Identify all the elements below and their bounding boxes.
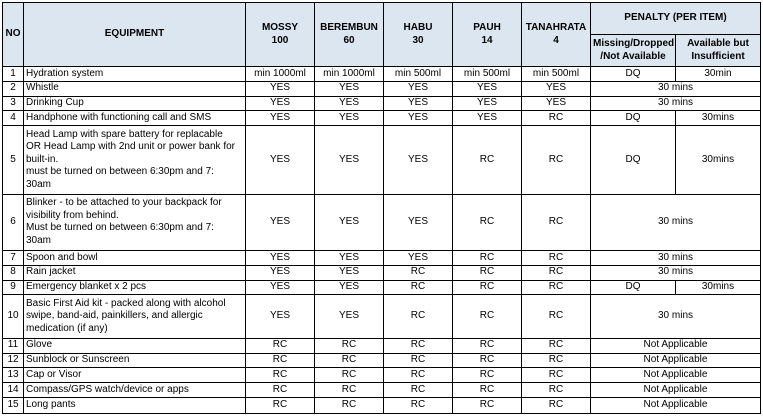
category-name: MOSSY <box>261 22 299 33</box>
requirement-cell: RC <box>453 368 522 383</box>
requirement-cell: RC <box>522 251 591 266</box>
requirement-cell: YES <box>315 126 384 195</box>
equipment-line: Glove <box>26 339 53 351</box>
requirement-cell: RC <box>453 194 522 250</box>
table-header <box>3 3 761 67</box>
requirement-cell: YES <box>384 126 453 195</box>
header-no: NO <box>3 3 24 67</box>
requirement-cell: YES <box>522 81 591 96</box>
requirement-cell: RC <box>522 383 591 398</box>
requirement-cell: YES <box>522 96 591 111</box>
equipment-line: Emergency blanket x 2 pcs <box>26 281 147 293</box>
table-row <box>3 111 761 126</box>
equipment-line: Compass/GPS watch/device or apps <box>26 383 189 395</box>
category-distance: 14 <box>481 34 493 46</box>
equipment-line: Basic First Aid kit - packed along with alcohol <box>26 297 226 309</box>
requirement-cell: RC <box>384 368 453 383</box>
equipment-line: Sunblock or Sunscreen <box>26 354 130 366</box>
requirement-cell: RC <box>453 126 522 195</box>
penalty-cell: 30 mins <box>591 265 761 280</box>
table-row <box>3 353 761 368</box>
row-number: 12 <box>3 353 24 368</box>
row-number: 13 <box>3 368 24 383</box>
requirement-cell: RC <box>384 338 453 353</box>
header-insufficient-line: Available but <box>687 38 749 49</box>
penalty-insufficient-cell: 30mins <box>676 126 761 195</box>
category-distance: 100 <box>271 34 289 46</box>
requirement-cell: RC <box>453 251 522 266</box>
requirement-cell: RC <box>246 368 315 383</box>
equipment-cell <box>24 265 246 280</box>
header-missing <box>591 35 676 67</box>
row-number: 1 <box>3 67 24 82</box>
table-row <box>3 383 761 398</box>
equipment-line: visibility from behind. <box>26 209 119 221</box>
requirement-cell: YES <box>384 251 453 266</box>
category-name: PAUH <box>473 22 501 33</box>
equipment-cell <box>24 353 246 368</box>
header-category-mossy <box>246 3 315 67</box>
table-row <box>3 397 761 413</box>
penalty-missing-cell: DQ <box>591 126 676 195</box>
requirement-cell: YES <box>384 111 453 126</box>
category-distance: 30 <box>412 34 424 46</box>
equipment-line: 30am <box>26 234 52 246</box>
requirement-cell: YES <box>384 194 453 250</box>
requirement-cell: RC <box>246 338 315 353</box>
requirement-cell: RC <box>315 368 384 383</box>
penalty-cell: 30 mins <box>591 295 761 338</box>
requirement-cell: RC <box>522 280 591 295</box>
requirement-cell: YES <box>315 265 384 280</box>
requirement-cell: RC <box>453 383 522 398</box>
requirement-cell: RC <box>315 353 384 368</box>
requirement-cell: YES <box>246 81 315 96</box>
penalty-cell: Not Applicable <box>591 383 761 398</box>
row-number: 5 <box>3 126 24 195</box>
requirement-cell: YES <box>384 96 453 111</box>
equipment-table <box>2 2 761 414</box>
table-row <box>3 280 761 295</box>
requirement-cell: RC <box>384 383 453 398</box>
penalty-cell: Not Applicable <box>591 368 761 383</box>
equipment-cell <box>24 111 246 126</box>
equipment-cell <box>24 338 246 353</box>
equipment-line: Must be turned on between 6:30pm and 7: <box>26 222 214 234</box>
row-number: 7 <box>3 251 24 266</box>
requirement-cell: YES <box>384 81 453 96</box>
requirement-cell: RC <box>453 265 522 280</box>
category-name: TANAHRATA <box>525 22 587 33</box>
requirement-cell: min 1000ml <box>315 67 384 82</box>
row-number: 14 <box>3 383 24 398</box>
table-body <box>3 67 761 414</box>
requirement-cell: YES <box>246 280 315 295</box>
requirement-cell: min 500ml <box>522 67 591 82</box>
header-category-tanahrata <box>522 3 591 67</box>
equipment-cell <box>24 67 246 82</box>
requirement-cell: RC <box>522 194 591 250</box>
header-category-pauh <box>453 3 522 67</box>
requirement-cell: YES <box>315 96 384 111</box>
requirement-cell: RC <box>522 265 591 280</box>
category-distance: 4 <box>553 34 559 46</box>
requirement-cell: YES <box>453 81 522 96</box>
requirement-cell: RC <box>453 353 522 368</box>
requirement-cell: YES <box>246 251 315 266</box>
penalty-cell: Not Applicable <box>591 353 761 368</box>
requirement-cell: RC <box>384 295 453 338</box>
requirement-cell: RC <box>522 368 591 383</box>
requirement-cell: RC <box>522 111 591 126</box>
equipment-line: Blinker - to be attached to your backpack for <box>26 197 222 209</box>
category-name: BEREMBUN <box>320 22 378 33</box>
header-insufficient <box>676 35 761 67</box>
requirement-cell: RC <box>384 397 453 413</box>
penalty-cell: Not Applicable <box>591 397 761 413</box>
equipment-line: Whistle <box>26 82 59 94</box>
row-number: 8 <box>3 265 24 280</box>
header-equipment: EQUIPMENT <box>24 3 246 67</box>
row-number: 9 <box>3 280 24 295</box>
requirement-cell: min 500ml <box>384 67 453 82</box>
row-number: 2 <box>3 81 24 96</box>
header-penalty: PENALTY (PER ITEM) <box>591 3 761 35</box>
requirement-cell: RC <box>246 353 315 368</box>
equipment-cell <box>24 383 246 398</box>
header-missing-line: Missing/Dropped <box>593 38 675 49</box>
equipment-line: Cap or Visor <box>26 369 82 380</box>
requirement-cell: RC <box>522 295 591 338</box>
table-row <box>3 81 761 96</box>
penalty-cell: 30 mins <box>591 96 761 111</box>
requirement-cell: RC <box>246 383 315 398</box>
requirement-cell: min 1000ml <box>246 67 315 82</box>
table-row <box>3 251 761 266</box>
equipment-cell <box>24 251 246 266</box>
header-missing-line: /Not Available <box>600 50 666 62</box>
header-category-habu <box>384 3 453 67</box>
equipment-line: Handphone with functioning call and SMS <box>26 112 212 124</box>
row-number: 10 <box>3 295 24 338</box>
equipment-line: Hydration system <box>26 67 104 79</box>
requirement-cell: YES <box>453 96 522 111</box>
penalty-missing-cell: DQ <box>591 280 676 295</box>
requirement-cell: YES <box>453 111 522 126</box>
equipment-cell <box>24 194 246 250</box>
requirement-cell: RC <box>453 295 522 338</box>
equipment-line: Drinking Cup <box>26 97 84 109</box>
equipment-cell <box>24 368 246 383</box>
requirement-cell: YES <box>246 295 315 338</box>
equipment-cell <box>24 96 246 111</box>
equipment-cell <box>24 295 246 338</box>
requirement-cell: RC <box>315 383 384 398</box>
requirement-cell: YES <box>315 251 384 266</box>
equipment-line: built-in. <box>26 153 59 165</box>
requirement-cell: RC <box>246 397 315 413</box>
requirement-cell: RC <box>315 397 384 413</box>
requirement-cell: YES <box>315 295 384 338</box>
equipment-cell <box>24 280 246 295</box>
penalty-insufficient-cell: 30min <box>676 67 761 82</box>
table-row <box>3 194 761 250</box>
requirement-cell: RC <box>453 338 522 353</box>
table-row <box>3 96 761 111</box>
equipment-line: Long pants <box>26 399 76 411</box>
requirement-cell: RC <box>522 397 591 413</box>
table-row <box>3 67 761 82</box>
penalty-missing-cell: DQ <box>591 111 676 126</box>
table-row <box>3 338 761 353</box>
requirement-cell: RC <box>384 280 453 295</box>
requirement-cell: RC <box>453 397 522 413</box>
equipment-line: Spoon and bowl <box>26 251 98 263</box>
requirement-cell: YES <box>315 111 384 126</box>
equipment-line: OR Head Lamp with 2nd unit or power bank for <box>26 141 235 153</box>
requirement-cell: RC <box>522 353 591 368</box>
requirement-cell: RC <box>453 280 522 295</box>
table-row <box>3 295 761 338</box>
requirement-cell: RC <box>522 338 591 353</box>
table-row <box>3 368 761 383</box>
requirement-cell: YES <box>246 126 315 195</box>
row-number: 11 <box>3 338 24 353</box>
requirement-cell: RC <box>384 353 453 368</box>
penalty-insufficient-cell: 30mins <box>676 280 761 295</box>
header-insufficient-line: Insufficient <box>691 50 745 62</box>
category-distance: 60 <box>343 34 355 46</box>
penalty-cell: 30 mins <box>591 81 761 96</box>
row-number: 3 <box>3 96 24 111</box>
penalty-cell: 30 mins <box>591 194 761 250</box>
equipment-line: medication (if any) <box>26 322 108 334</box>
equipment-line: Rain jacket <box>26 266 76 278</box>
requirement-cell: YES <box>315 81 384 96</box>
requirement-cell: YES <box>315 194 384 250</box>
equipment-cell <box>24 397 246 413</box>
equipment-line: 30am <box>26 178 52 190</box>
requirement-cell: YES <box>315 280 384 295</box>
category-name: HABU <box>403 22 433 33</box>
equipment-cell <box>24 81 246 96</box>
table-row <box>3 126 761 195</box>
requirement-cell: RC <box>522 126 591 195</box>
requirement-cell: min 500ml <box>453 67 522 82</box>
requirement-cell: YES <box>246 96 315 111</box>
row-number: 15 <box>3 397 24 413</box>
row-number: 4 <box>3 111 24 126</box>
penalty-insufficient-cell: 30mins <box>676 111 761 126</box>
equipment-cell <box>24 126 246 195</box>
requirement-cell: RC <box>315 338 384 353</box>
equipment-line: Head Lamp with spare battery for replacable <box>26 128 223 140</box>
table-row <box>3 265 761 280</box>
requirement-cell: YES <box>246 111 315 126</box>
penalty-missing-cell: DQ <box>591 67 676 82</box>
equipment-line: swipe, band-aid, painkillers, and allergic <box>26 310 203 322</box>
penalty-cell: Not Applicable <box>591 338 761 353</box>
requirement-cell: RC <box>384 265 453 280</box>
equipment-line: must be turned on between 6:30pm and 7: <box>26 166 214 178</box>
requirement-cell: YES <box>246 194 315 250</box>
requirement-cell: YES <box>246 265 315 280</box>
penalty-cell: 30 mins <box>591 251 761 266</box>
header-category-berembun <box>315 3 384 67</box>
row-number: 6 <box>3 194 24 250</box>
